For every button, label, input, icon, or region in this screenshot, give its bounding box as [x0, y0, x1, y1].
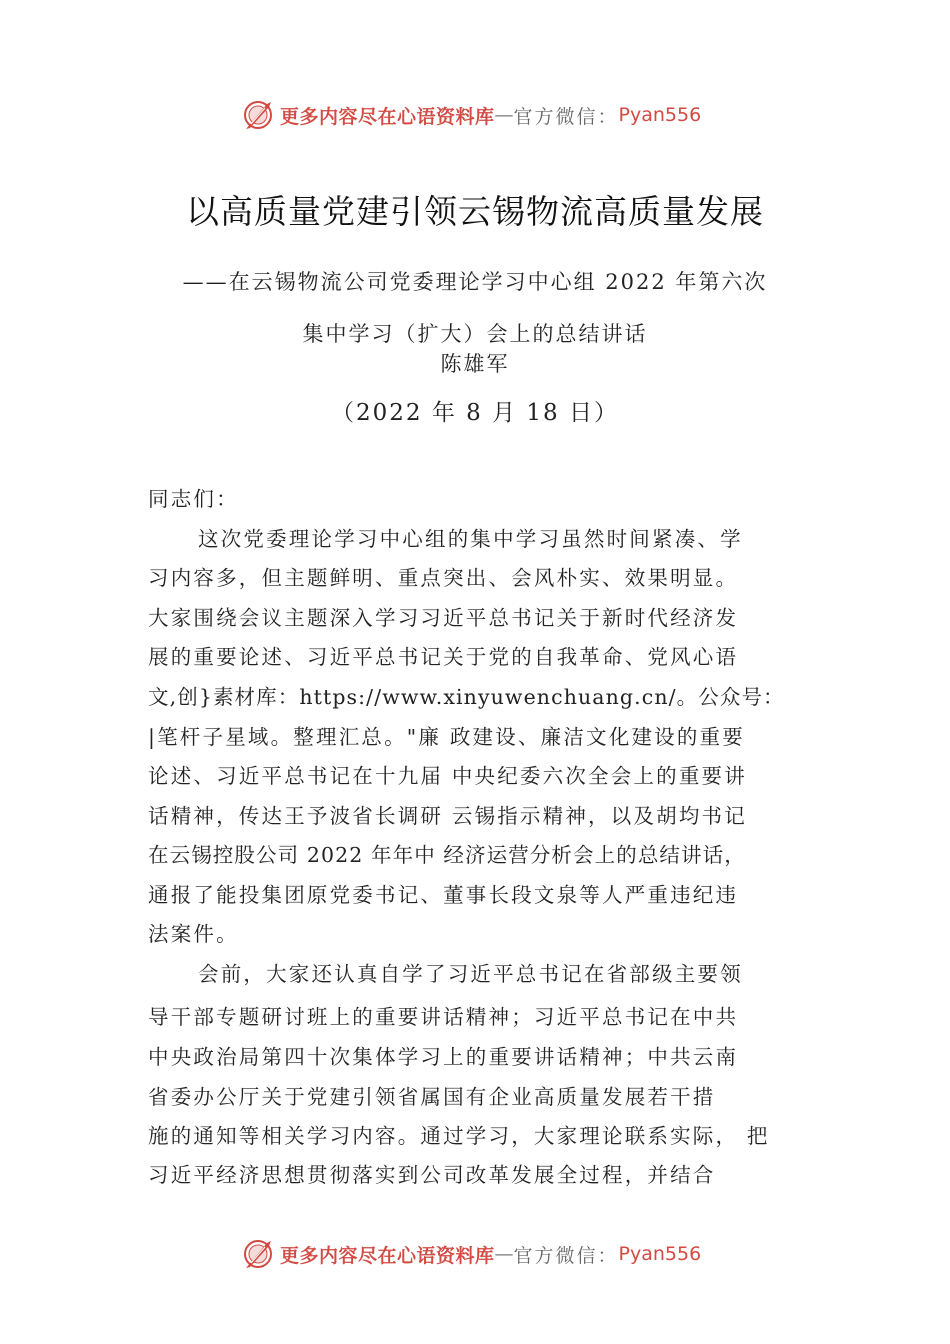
paragraph-line: 习近平经济思想贯彻落实到公司改革发展全过程，并结合: [148, 1163, 716, 1187]
banner-wechat-label: 官方微信：: [513, 1244, 619, 1267]
document-title: 以高质量党建引领云锡物流高质量发展: [186, 192, 764, 231]
paragraph-line: 会前，大家还认真自学了习近平总书记在省部级主要领: [198, 962, 743, 986]
quill-logo-icon: [240, 1236, 276, 1272]
quill-logo-icon: [240, 97, 276, 133]
paragraph-line: 在云锡控股公司 2022 年年中 经济运营分析会上的总结讲话，: [148, 843, 746, 867]
paragraph-line: 大家围绕会议主题深入学习习近平总书记关于新时代经济发: [148, 606, 739, 630]
banner-separator: —: [494, 1243, 514, 1265]
paragraph-line: 展的重要论述、习近平总书记关于党的自我革命、党风心语: [148, 645, 739, 669]
paragraph-line: 论述、习近平总书记在十九届 中央纪委六次全会上的重要讲: [148, 764, 747, 788]
document-author: 陈雄军: [440, 352, 510, 376]
paragraph-line: 施的通知等相关学习内容。通过学习，大家理论联系实际， 把: [148, 1124, 770, 1148]
banner-separator: —: [494, 104, 514, 126]
paragraph-line: 文,创}素材库：https://www.xinyuwenchuang.cn/。公众号：: [148, 685, 785, 709]
banner-brand: 更多内容尽在心语资料库: [280, 105, 495, 128]
paragraph-line: 中央政治局第四十次集体学习上的重要讲话精神；中共云南: [148, 1045, 739, 1069]
document-date: （2022 年 8 月 18 日）: [331, 400, 619, 426]
banner-wechat-id: Pyan556: [618, 104, 702, 126]
banner-brand: 更多内容尽在心语资料库: [280, 1244, 495, 1267]
paragraph-line: 省委办公厅关于党建引领省属国有企业高质量发展若干措: [148, 1085, 716, 1109]
paragraph-line: |笔杆子星域。整理汇总。"廉 政建设、廉洁文化建设的重要: [148, 725, 745, 749]
header-banner: [240, 95, 701, 135]
paragraph-line: 通报了能投集团原党委书记、董事长段文泉等人严重违纪违: [148, 883, 739, 907]
paragraph-line: 法案件。: [148, 922, 239, 946]
paragraph-line: 话精神，传达王予波省长调研 云锡指示精神，以及胡均书记: [148, 804, 747, 828]
document-subtitle-line1: ——在云锡物流公司党委理论学习中心组 2022 年第六次: [182, 270, 768, 294]
document-subtitle-line2: 集中学习（扩大）会上的总结讲话: [302, 322, 648, 346]
banner-wechat-label: 官方微信：: [513, 105, 619, 128]
banner-wechat-id: Pyan556: [618, 1243, 702, 1265]
salutation: 同志们：: [148, 487, 239, 511]
footer-banner: [240, 1234, 701, 1274]
paragraph-line: 导干部专题研讨班上的重要讲话精神；习近平总书记在中共: [148, 1005, 739, 1029]
paragraph-line: 习内容多，但主题鲜明、重点突出、会风朴实、效果明显。: [148, 566, 739, 590]
paragraph-line: 这次党委理论学习中心组的集中学习虽然时间紧凑、学: [198, 527, 743, 551]
